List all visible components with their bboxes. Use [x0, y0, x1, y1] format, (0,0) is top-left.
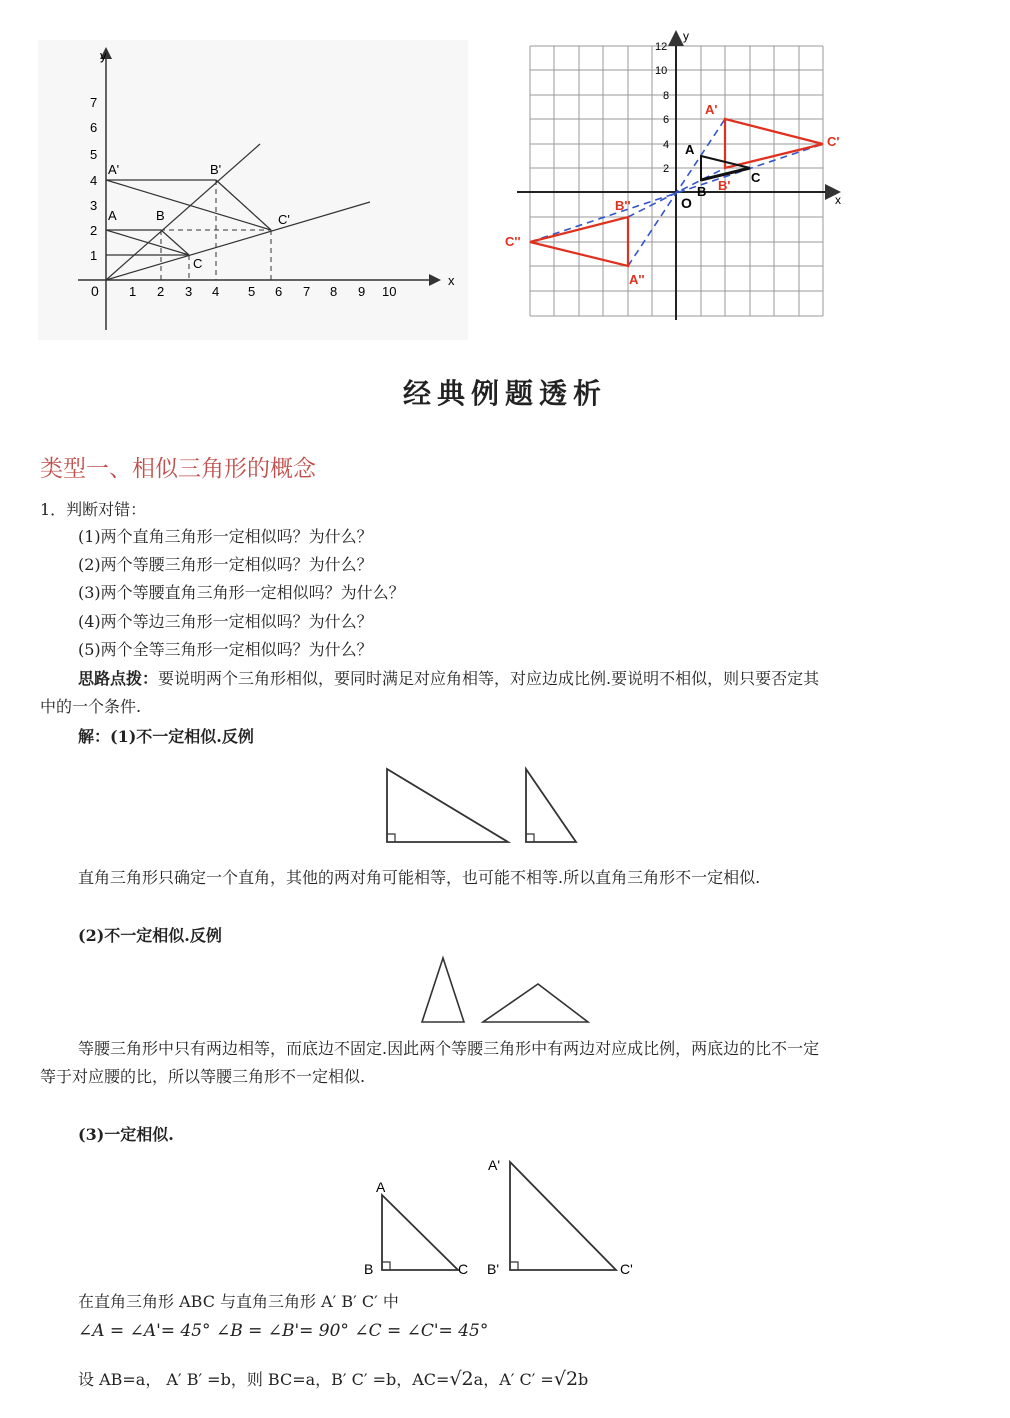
x-tick: 3: [185, 284, 193, 299]
point-label-a: A: [108, 208, 117, 223]
y-tick: 6: [663, 114, 670, 126]
x-tick: 7: [303, 284, 311, 299]
question-item: (4)两个等边三角形一定相似吗？为什么？: [78, 612, 373, 631]
hint-text: 要说明两个三角形相似，要同时满足对应角相等，对应边成比例.要说明不相似，则只要否定其: [158, 669, 820, 688]
solution-2-explanation-1: 等腰三角形中只有两边相等，而底边不固定.因此两个等腰三角形中有两边对应成比例，两底边的比不一定: [78, 1039, 820, 1058]
question-item: (3)两个等腰直角三角形一定相似吗？为什么？: [78, 583, 405, 602]
point-label-a: A: [685, 142, 695, 157]
vertex-label-a-prime: A': [488, 1157, 501, 1173]
x-tick: 4: [212, 284, 220, 299]
x-tick: 5: [248, 284, 256, 299]
vertex-label-b: B: [364, 1261, 374, 1277]
x-axis-label: x: [448, 273, 455, 288]
x-tick: 10: [382, 284, 397, 299]
point-label-b-prime: B': [718, 178, 731, 193]
question-item: (2)两个等腰三角形一定相似吗？为什么？: [78, 555, 373, 574]
y-tick: 12: [655, 41, 668, 53]
line-3-part-b: a，A′ C′ =: [473, 1370, 554, 1389]
y-axis-label: y: [100, 48, 107, 63]
x-tick: 9: [358, 284, 366, 299]
x-tick: 1: [129, 284, 137, 299]
line-3-part-c: b: [578, 1370, 589, 1389]
solution-3-heading: (3)一定相似.: [78, 1125, 174, 1144]
solution-2-explanation-2: 等于对应腰的比，所以等腰三角形不一定相似.: [40, 1067, 366, 1086]
y-tick: 8: [663, 90, 670, 102]
line-3-part-a: 设 AB=a， A′ B′ =b，则 BC=a，B′ C′ =b，AC=: [78, 1370, 450, 1389]
x-tick: 2: [157, 284, 165, 299]
x-tick: 6: [275, 284, 283, 299]
x-tick: 8: [330, 284, 338, 299]
origin-label: O: [681, 195, 692, 211]
coordinate-figure-left: [38, 40, 468, 340]
isosceles-right-triangles: [360, 1150, 650, 1282]
vertex-label-c: C: [458, 1261, 469, 1277]
point-label-b-double-prime: B'': [615, 198, 631, 213]
y-tick: 3: [90, 198, 98, 213]
y-tick: 7: [90, 95, 98, 110]
vertex-label-a: A: [376, 1179, 386, 1195]
point-label-b: B: [697, 184, 707, 199]
y-tick: 5: [90, 147, 98, 162]
vertex-label-c-prime: C': [620, 1261, 633, 1277]
question-item: (5)两个全等三角形一定相似吗？为什么？: [78, 640, 373, 659]
grid-figure-right: [505, 30, 850, 322]
solution-3-line-1: 在直角三角形 ABC 与直角三角形 A′ B′ C′ 中: [78, 1292, 399, 1311]
point-label-c: C: [751, 170, 761, 185]
hint-line-2: 中的一个条件.: [40, 697, 142, 716]
point-label-a-prime: A': [705, 102, 718, 117]
y-tick: 4: [90, 173, 98, 188]
solution-2-heading: (2)不一定相似.反例: [78, 926, 222, 945]
point-label-c-double-prime: C'': [505, 234, 521, 249]
question-item: (1)两个直角三角形一定相似吗？为什么？: [78, 527, 373, 546]
y-tick: 6: [90, 120, 98, 135]
section-heading: 类型一、相似三角形的概念: [40, 456, 316, 482]
y-axis-label: y: [683, 30, 689, 43]
sqrt2: √2: [553, 1368, 579, 1390]
y-tick: 1: [90, 248, 98, 263]
point-label-a-double-prime: A'': [629, 272, 645, 287]
origin-label: 0: [91, 283, 99, 299]
hint-line: [78, 668, 819, 690]
y-tick: 2: [90, 223, 98, 238]
vertex-label-b-prime: B': [487, 1261, 500, 1277]
x-axis-label: x: [835, 193, 841, 207]
y-tick: 2: [663, 163, 670, 175]
solution-3-angles: ∠A = ∠A'= 45° ∠B = ∠B'= 90° ∠C = ∠C'= 45°: [78, 1321, 489, 1341]
point-label-b-prime: B': [210, 162, 222, 177]
page-title: 经典例题透析: [402, 377, 607, 410]
point-label-c-prime: C': [278, 212, 290, 227]
question-stem: 1．判断对错：: [40, 500, 147, 519]
isosceles-triangle-counterexamples: [418, 954, 593, 1026]
right-triangle-counterexamples: [380, 764, 590, 846]
sqrt2: √2: [449, 1368, 474, 1390]
y-tick: 4: [663, 139, 670, 151]
point-label-a-prime: A': [108, 162, 120, 177]
solution-3-line-3: [78, 1368, 588, 1391]
solution-1-explanation: 直角三角形只确定一个直角，其他的两对角可能相等，也可能不相等.所以直角三角形不一定相似.: [78, 868, 761, 887]
point-label-b: B: [156, 208, 165, 223]
y-tick: 10: [655, 65, 668, 77]
hint-label: 思路点拨：: [78, 669, 159, 688]
point-label-c: C: [193, 256, 203, 271]
point-label-c-prime: C': [827, 134, 840, 149]
solution-1-heading: 解：(1)不一定相似.反例: [78, 727, 254, 746]
